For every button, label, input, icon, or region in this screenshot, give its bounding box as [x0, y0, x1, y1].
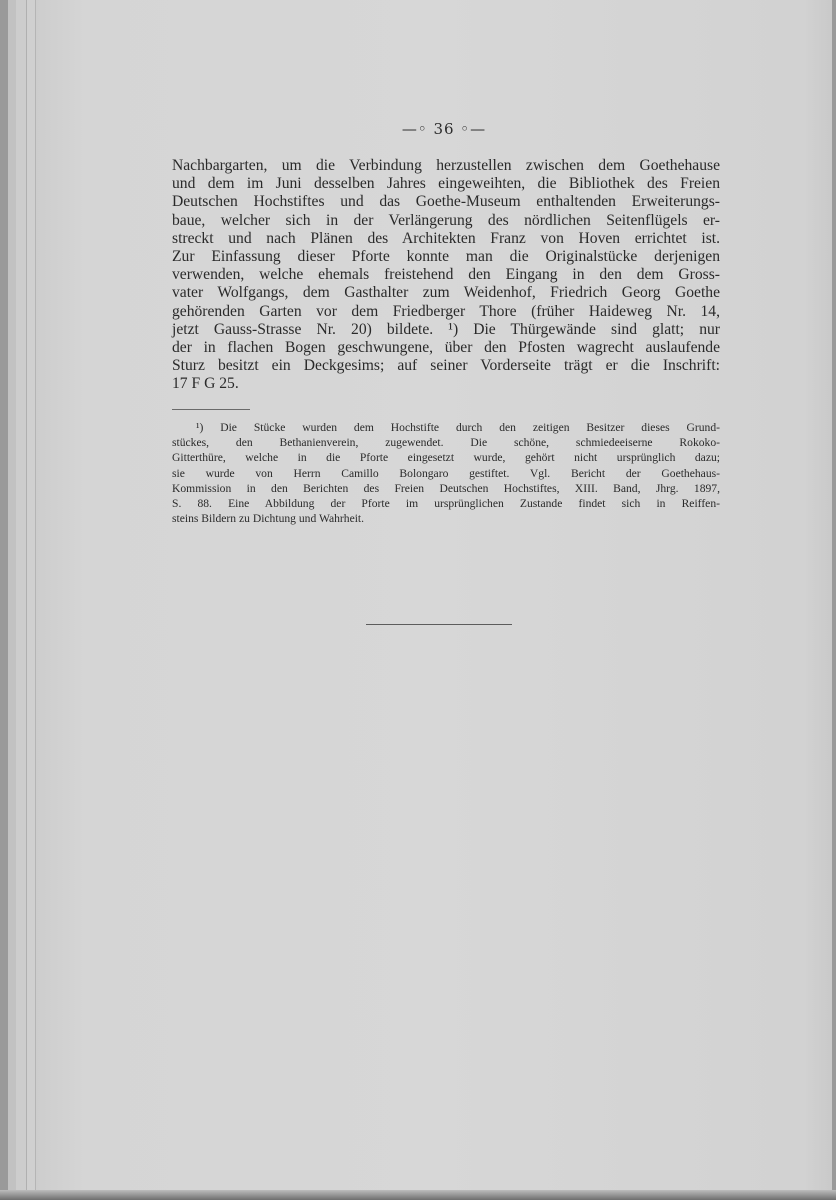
footnote-line: Kommission in den Berichten des Freien Deutschen Hochstiftes, XIII. Band, Jhrg. 1897,: [172, 481, 720, 495]
text-line: jetzt Gauss-Strasse Nr. 20) bildete. ¹) Die Thürgewände sind glatt; nur: [172, 320, 720, 338]
body-paragraph: [172, 157, 720, 394]
text-line: Nachbargarten, um die Verbindung herzustellen zwischen dem Goethehause: [172, 157, 720, 174]
book-edge: [16, 0, 27, 1200]
end-divider: [366, 624, 512, 625]
text-line: Sturz besitzt ein Deckgesims; auf seiner Vorderseite trägt er die Inschrift:: [172, 357, 720, 375]
text-line: baue, welcher sich in der Verlängerung des nördlichen Seitenflügels er-: [172, 211, 720, 229]
page-border: [0, 1190, 836, 1200]
footnote-line: stückes, den Bethanienverein, zugewendet. Die schöne, schmiedeeiserne Rokoko-: [172, 436, 720, 450]
text-line: streckt und nach Plänen des Architekten Franz von Hoven errichtet ist.: [172, 229, 720, 247]
text-line: gehörenden Garten vor dem Friedberger Thore (früher Haideweg Nr. 14,: [172, 302, 720, 320]
footnote-divider: [172, 409, 250, 410]
footnote-line: sie wurde von Herrn Camillo Bolongaro gestiftet. Vgl. Bericht der Goethehaus-: [172, 466, 720, 480]
text-line: 17 F G 25.: [172, 375, 239, 393]
footnote-line: S. 88. Eine Abbildung der Pforte im ursprünglichen Zustande findet sich in Reiffen-: [172, 497, 720, 511]
footnote-line: steins Bildern zu Dichtung und Wahrheit.: [172, 512, 365, 526]
text-line: und dem im Juni desselben Jahres eingeweihten, die Bibliothek des Freien: [172, 175, 720, 193]
book-edge: [27, 0, 36, 1200]
text-line: verwenden, welche ehemals freistehend den Eingang in den dem Gross-: [172, 266, 720, 284]
text-line: der in flachen Bogen geschwungene, über den Pfosten wagrecht auslaufende: [172, 339, 720, 357]
footnote-line: Gitterthüre, welche in die Pforte eingesetzt wurde, gehört nicht ursprünglich dazu;: [172, 451, 720, 465]
text-line: vater Wolfgangs, dem Gasthalter zum Weidenhof, Friedrich Georg Goethe: [172, 284, 720, 302]
book-edge: [0, 0, 8, 1200]
page-number: —◦ 36 ◦—: [401, 120, 487, 138]
footnote: [172, 420, 720, 526]
page-border: [832, 0, 836, 1200]
footnote-line: ¹) Die Stücke wurden dem Hochstifte durch den zeitigen Besitzer dieses Grund-: [196, 421, 720, 434]
text-line: Deutschen Hochstiftes und das Goethe-Museum enthaltenden Erweiterungs-: [172, 193, 720, 211]
text-line: Zur Einfassung dieser Pforte konnte man die Originalstücke derjenigen: [172, 248, 720, 266]
